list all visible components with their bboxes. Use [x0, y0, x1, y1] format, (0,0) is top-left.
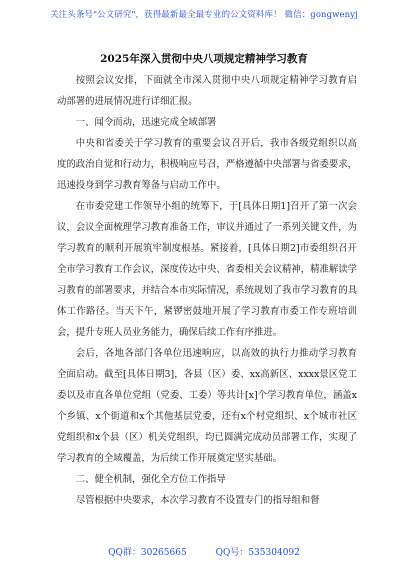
header-banner: 关注头条号"公文研究"，获得最新最全最专业的公文资料库！ 微信：gongwenyj: [50, 10, 358, 20]
section-heading-2: 二、健全机制，强化全方位工作指导: [75, 474, 226, 485]
footer-contact: [0, 545, 408, 558]
document-title: 2025年深入贯彻中央八项规定精神学习教育: [100, 53, 308, 65]
footer-qq-group: QQ群：30265665: [108, 548, 187, 558]
section-heading-1: 一、闻令而动，迅速完成全域部署: [75, 117, 217, 128]
body-paragraph: 会后，各地各部门各单位迅速响应，以高效的执行力推动学习教育全面启动。截至[具体日期3]，各县（区）委、xx高新区、xxxx景区党工委以及市直各单位党组（党委、工委）等共计[x]个学习教育单位，涵盖x个乡镇、x个街道和x个其他基层党委，还有x个村党组织、x个城市社区党组织和x个县（区）机关党组织，均已圆满完成动员部署工作，实现了学习教育的全域覆盖，为后续工作开展奠定坚实基础。: [57, 348, 357, 464]
footer-qq-number: QQ号：535304092: [215, 548, 300, 558]
document-body: [57, 70, 357, 511]
body-paragraph: 尽管根据中央要求，本次学习教育不设置专门的指导组和督: [75, 495, 320, 506]
intro-paragraph: 按照会议安排，下面就全市深入贯彻中央八项规定精神学习教育启动部署的进展情况进行详细汇报。: [57, 75, 357, 107]
body-paragraph: 在市委党建工作领导小组的统筹下，于[具体日期1]召开了第一次会议，会议全面梳理学习教育准备工作，审议并通过了一系列关键文件，为学习教育的顺利开展筑牢制度根基。紧接着，[具体日期2]市委组织召开全市学习教育工作会议，深度传达中央、省委相关会议精神，精准解读学习教育的部署要求，并结合本市实际情况，系统规划了我市学习教育的具体工作路径。当天下午，紧锣密鼓地开展了学习教育市委工作专班培训会，提升专班人员业务能力，确保后续工作有序推进。: [57, 201, 358, 338]
body-paragraph: 中央和省委关于学习教育的重要会议召开后，我市各级党组织以高度的政治自觉和行动力，积极响应号召，严格遵循中央部署与省委要求，迅速投身到学习教育筹备与启动工作中。: [57, 138, 358, 191]
